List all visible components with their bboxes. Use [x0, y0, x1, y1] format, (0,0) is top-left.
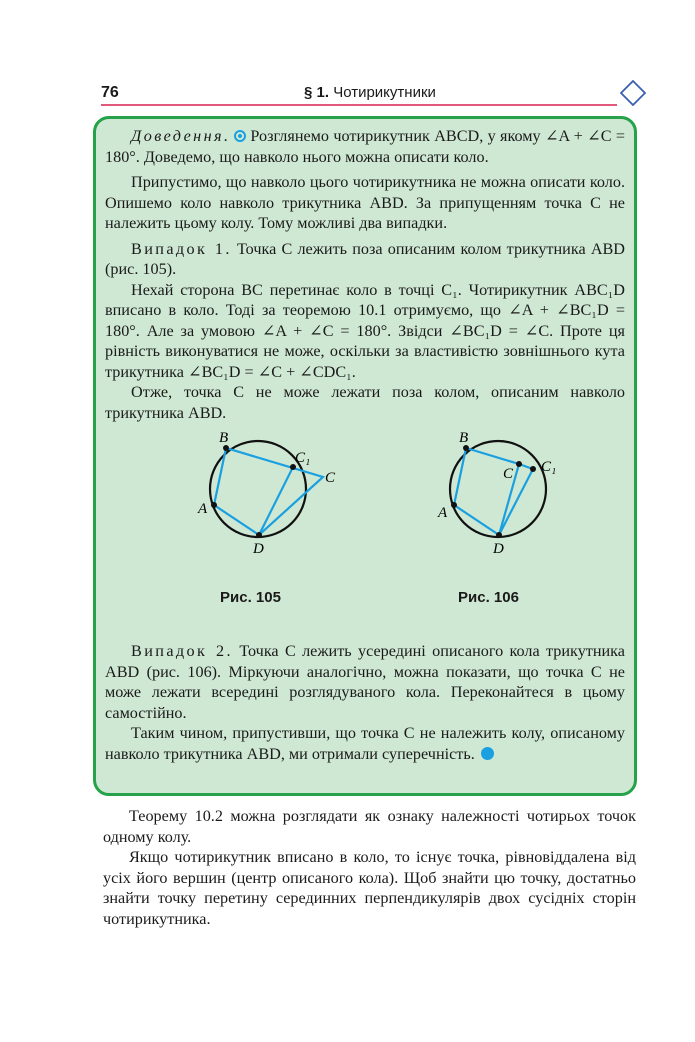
figure-106: [425, 429, 585, 559]
label-b: B: [459, 430, 469, 446]
figure-106-caption: Рис. 106: [458, 589, 519, 606]
body-text: [103, 806, 636, 929]
body-paragraph-1: Теорему 10.2 можна розглядати як ознаку належності чотирьох точок одному колу.: [103, 807, 636, 846]
proof-paragraph-1-text: Розглянемо чотирикутник ABCD, у якому ∠A + ∠C = 180°. Доведемо, що навколо нього можна описати коло.: [105, 127, 625, 166]
figures-row: [105, 429, 625, 619]
proof-box: [93, 116, 637, 796]
body-paragraph-2: Якщо чотирикутник вписано в коло, то існує точка, рівновіддалена від усіх його вершин (центр описаного кола). Щоб знайти цю точку, достатньо знайти точку перетину серединних перпендикулярів двох сусідніх сторін чотирикутника.: [103, 848, 636, 928]
case-2-label: Випадок 2.: [131, 642, 233, 660]
figure-105: [185, 429, 345, 559]
page-header: [101, 80, 629, 104]
case-2-text: Точка C лежить усередині описаного кола трикутника ABD (рис. 106). Міркуючи аналогічно, можна показати, що точка C не може лежати всередині розглядуваного кола. Переконайтеся в цьому самостійно.: [105, 642, 625, 722]
point-d: [496, 532, 502, 538]
section-title: [304, 84, 436, 101]
case-1-text: Точка C лежить поза описаним колом трикутника ABD (рис. 105).: [105, 239, 625, 278]
label-c: C: [325, 470, 336, 486]
label-c: C: [503, 466, 514, 482]
figure-105-caption: Рис. 105: [220, 589, 281, 606]
proof-paragraph-1: [105, 126, 625, 167]
label-b: B: [219, 430, 229, 446]
proof-end-marker-icon: [481, 747, 494, 760]
point-a: [211, 502, 217, 508]
label-a: A: [198, 501, 208, 517]
point-c1: [530, 466, 536, 472]
proof-paragraph-5: Отже, точка C не може лежати поза колом, описаним навколо трикутника ABD.: [105, 383, 625, 422]
proof-paragraph-4: Нехай сторона BC перетинає коло в точці C₁. Чотирикутник ABC₁D вписано в коло. Тоді за теоремою 10.1 отримуємо, що ∠A + ∠BC₁D = 180°. Але за умовою ∠A + ∠C = 180°. Звідси ∠BC₁D = ∠C. Проте ця рівність виконуватися не може, оскільки за властивістю зовнішнього кута трикутника ∠BC₁D = ∠C + ∠CDC₁.: [105, 280, 625, 381]
case-1-paragraph: [105, 239, 625, 280]
label-d: D: [493, 541, 504, 557]
section-name: Чотирикутники: [333, 84, 436, 101]
proof-heading: Доведення.: [131, 127, 231, 145]
case-1-label: Випадок 1.: [131, 239, 232, 258]
diamond-icon: [620, 80, 646, 106]
proof-paragraph-2: Припустимо, що навколо цього чотирикутника не можна описати коло. Опишемо коло навколо трикутника ABD. За припущенням точка C не належить цьому колу. Тому можливі два випадки.: [105, 173, 625, 232]
label-c1: C₁: [295, 450, 311, 466]
label-a: A: [438, 505, 448, 521]
header-divider: [101, 104, 617, 106]
label-d: D: [253, 541, 264, 557]
section-mark: § 1.: [304, 84, 330, 101]
proof-paragraph-7: [105, 723, 625, 764]
case-2-paragraph: [105, 641, 625, 723]
page-number: 76: [101, 84, 119, 101]
label-c1: C₁: [541, 459, 557, 475]
point-a: [451, 502, 457, 508]
proof-conclusion-text: Таким чином, припустивши, що точка C не належить колу, описаному навколо трикутника ABD, ми отримали суперечність.: [105, 724, 625, 763]
point-d: [256, 532, 262, 538]
segment-c1-d: [259, 467, 293, 535]
point-c: [516, 461, 522, 467]
proof-start-marker-icon: [234, 130, 246, 142]
